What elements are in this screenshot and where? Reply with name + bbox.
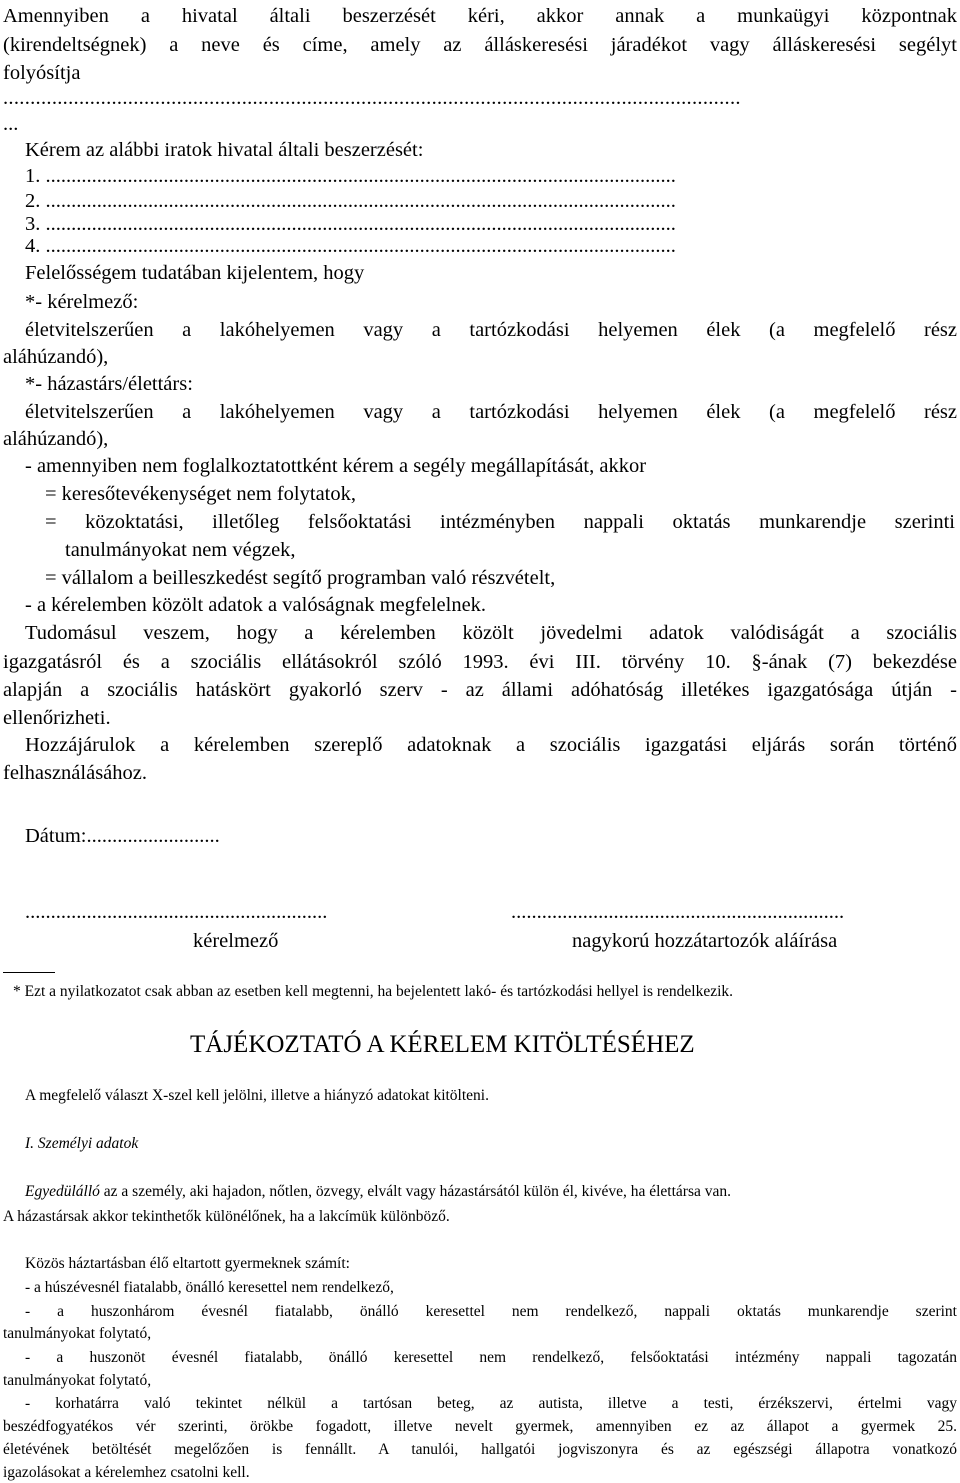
child-criterion-4-line-3: életévének betöltését megelőzően is fennállt. A tanulói, hallgatói jogviszonyra és az egészségi állapotra vonatkozó xyxy=(3,1441,957,1458)
recipient-dots-prefix: ... xyxy=(3,113,19,135)
guide-instruction: A megfelelő választ X-szel kell jelölni, illetve a hiányzó adatokat kitölteni. xyxy=(25,1087,489,1104)
signature-dots-left: ........................................................... xyxy=(25,902,328,923)
child-criterion-2-line-2: tanulmányokat folytató, xyxy=(3,1325,152,1342)
request-label: Kérem az alábbi iratok hivatal általi beszerzését: xyxy=(25,139,424,161)
doc-item-2: 2. ........................................................................................................................... xyxy=(25,191,676,212)
acknowledgement-line-3: alapján a szociális hatáskört gyakorló szerv - az állami adóhatóság illetékes igazgatósága útján - xyxy=(3,679,957,701)
unemployed-line: - amennyiben nem foglalkoztatottként kérem a segély megállapítását, akkor xyxy=(25,455,647,477)
condition-3: = vállalom a beilleszkedést segítő programban való részvételt, xyxy=(45,567,556,589)
footnote-rule xyxy=(3,972,55,973)
child-criterion-1: - a húszévesnél fiatalabb, önálló keresettel nem rendelkező, xyxy=(25,1279,394,1296)
spouse-label: *- házastárs/élettárs: xyxy=(25,373,193,395)
child-criterion-4-line-4: igazolásokat a kérelemhez csatolni kell. xyxy=(3,1464,250,1481)
applicant-label: *- kérelmező: xyxy=(25,291,139,313)
acknowledgement-line-2: igazgatásról és a szociális ellátásokról szóló 1993. évi III. törvény 10. §-ának (7) bekezdése xyxy=(3,651,957,673)
child-criterion-3-line-2: tanulmányokat folytató, xyxy=(3,1372,152,1389)
children-header: Közös háztartásban élő eltartott gyermeknek számít: xyxy=(25,1255,350,1272)
condition-2-line-2: tanulmányokat nem végzek, xyxy=(65,539,296,561)
single-term: Egyedülálló xyxy=(25,1183,100,1200)
child-criterion-3-line-1: - a huszonöt évesnél fiatalabb, önálló keresettel nem rendelkező, felsőoktatási intézmény nappali tagozatán xyxy=(25,1349,957,1366)
section-heading-personal-data: I. Személyi adatok xyxy=(25,1135,139,1152)
acknowledgement-line-4: ellenőrizheti. xyxy=(3,707,111,729)
single-definition xyxy=(25,1184,731,1200)
truth-line: - a kérelemben közölt adatok a valóságnak megfelelnek. xyxy=(25,594,487,616)
doc-item-1: 1. ........................................................................................................................... xyxy=(25,166,676,187)
declaration-header: Felelősségem tudatában kijelentem, hogy xyxy=(25,262,365,284)
child-criterion-4-line-2: beszédfogyatékos vér szerinti, örökbe fogadott, illetve nevelt gyermek, amennyiben ez az állapot a gyermek 25. xyxy=(3,1418,957,1435)
intro-line-1: Amennyiben a hivatal általi beszerzését kéri, akkor annak a munkaügyi központnak xyxy=(3,5,957,27)
applicant-text-line-1: életvitelszerűen a lakóhelyemen vagy a tartózkodási helyemen élek (a megfelelő rész xyxy=(25,319,957,341)
doc-item-3: 3. ........................................................................................................................... xyxy=(25,214,676,235)
child-criterion-4-line-1: - korhatárra való tekintet nélkül a tartósan beteg, az autista, illetve a testi, érzékszervi, értelmi vagy xyxy=(25,1395,957,1412)
date-dots: .......................... xyxy=(86,825,220,847)
condition-2-line-1: = közoktatási, illetőleg felsőoktatási intézményben nappali oktatás munkarendje szerinti xyxy=(45,511,955,533)
date-field xyxy=(25,826,220,847)
child-criterion-2-line-1: - a huszonhárom évesnél fiatalabb, önálló keresettel nem rendelkező, nappali oktatás munkarendje szerint xyxy=(25,1303,957,1320)
applicant-text-line-2: aláhúzandó), xyxy=(3,346,109,368)
intro-line-3: folyósítja xyxy=(3,62,81,84)
doc-item-4: 4. ........................................................................................................................... xyxy=(25,236,676,257)
condition-1: = keresőtevékenységet nem folytatok, xyxy=(45,483,356,505)
spouses-separated-line: A házastársak akkor tekinthetők különélőnek, ha a lakcímük különböző. xyxy=(3,1208,450,1225)
signature-label-relatives: nagykorú hozzátartozók aláírása xyxy=(572,930,838,952)
guide-title: TÁJÉKOZTATÓ A KÉRELEM KITÖLTÉSÉHEZ xyxy=(190,1031,695,1058)
spouse-text-line-1: életvitelszerűen a lakóhelyemen vagy a tartózkodási helyemen élek (a megfelelő rész xyxy=(25,401,957,423)
acknowledgement-line-1: Tudomásul veszem, hogy a kérelemben közölt jövedelmi adatok valódiságát a szociális xyxy=(25,622,957,644)
spouse-text-line-2: aláhúzandó), xyxy=(3,428,109,450)
signature-label-applicant: kérelmező xyxy=(193,930,279,952)
recipient-dots-line: ........................................................................................................................................ xyxy=(3,88,741,109)
signature-dots-right: ................................................................. xyxy=(511,902,845,923)
date-label: Dátum: xyxy=(25,825,87,847)
intro-line-2: (kirendeltségnek) a neve és címe, amely az álláskeresési járadékot vagy álláskeresési segélyt xyxy=(3,34,957,56)
consent-line-2: felhasználásához. xyxy=(3,762,147,784)
consent-line-1: Hozzájárulok a kérelemben szereplő adatoknak a szociális igazgatási eljárás során történő xyxy=(25,734,957,756)
footnote-text: * Ezt a nyilatkozatot csak abban az esetben kell megtenni, ha bejelentett lakó- és tartózkodási hellyel is rendelkezik. xyxy=(13,983,734,1000)
single-definition-text: az a személy, aki hajadon, nőtlen, özvegy, elvált vagy házastársától külön él, kivéve, ha élettársa van. xyxy=(99,1183,731,1200)
